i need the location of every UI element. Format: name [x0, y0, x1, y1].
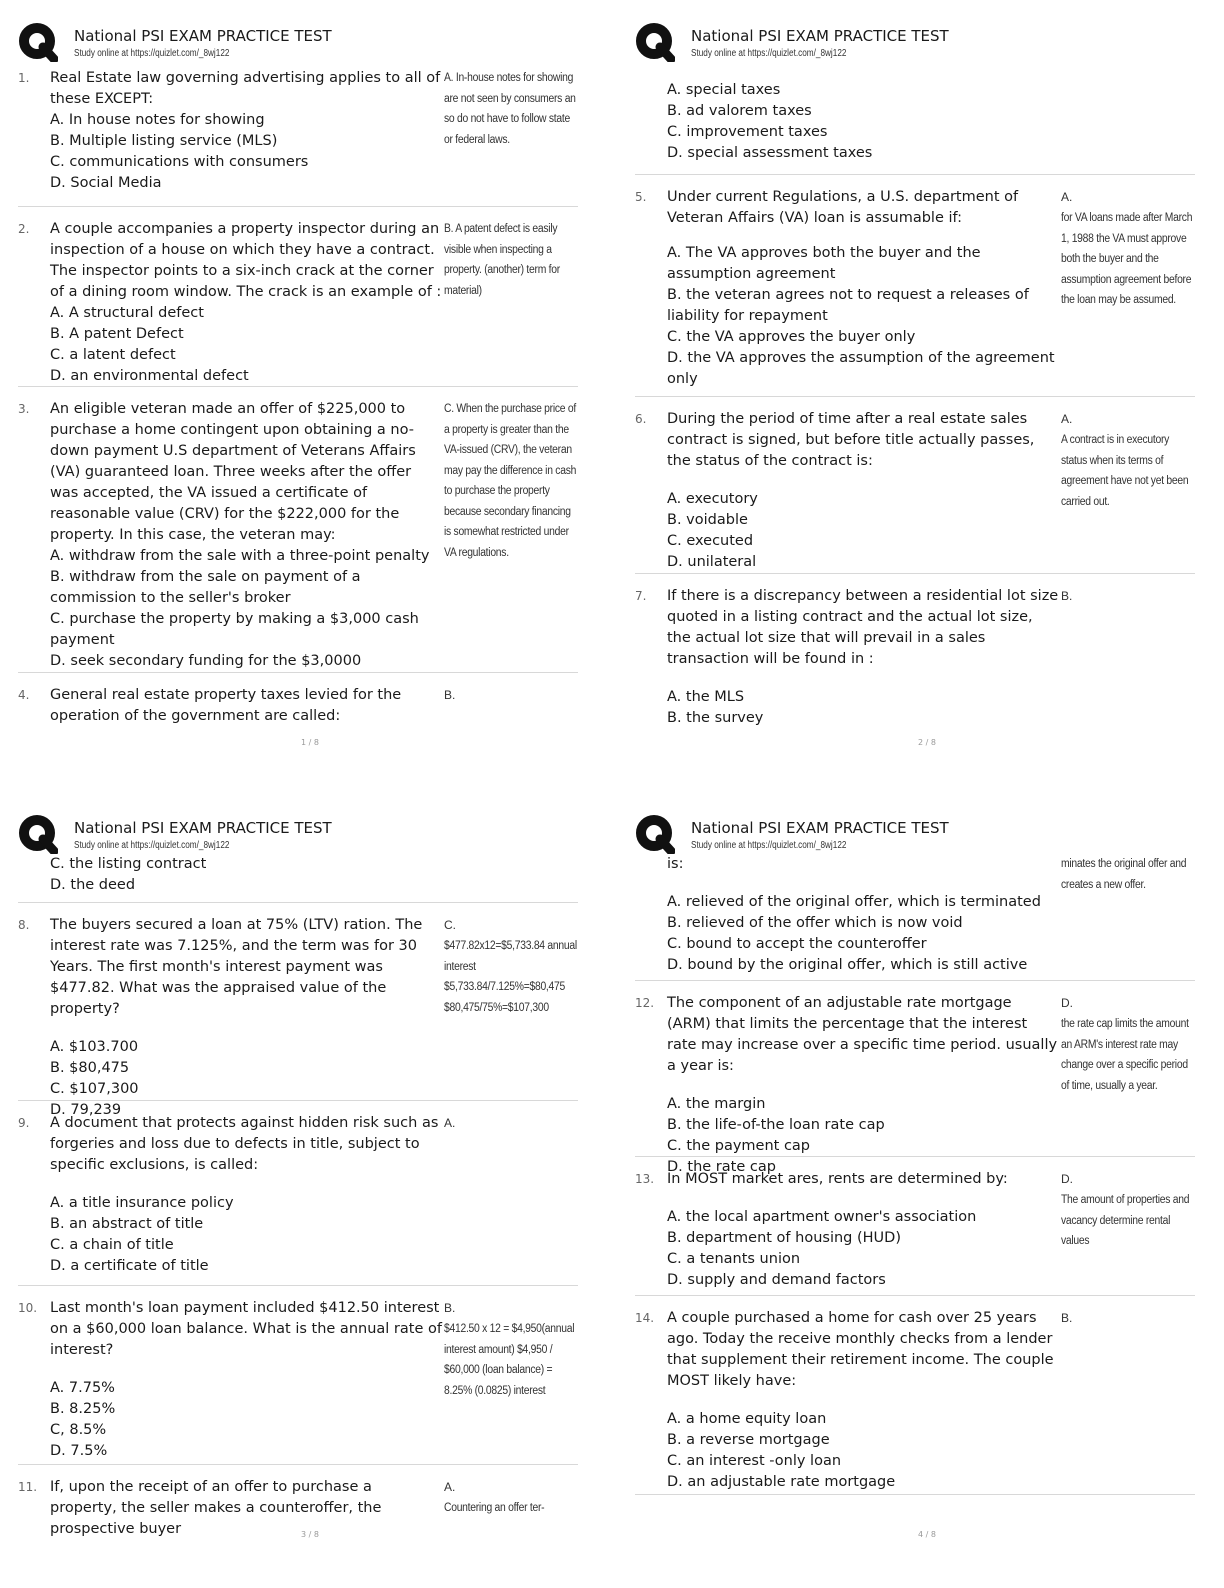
- page-header: [635, 812, 1195, 856]
- option-c: C. purchase the property by making a $3,000 cash payment: [50, 611, 419, 648]
- option-d: D. an environmental defect: [50, 368, 249, 384]
- option-c: C. the listing contract: [50, 856, 207, 872]
- option-a: A. special taxes: [667, 82, 781, 98]
- question-10: [18, 1285, 578, 1459]
- option-b: B. the survey: [667, 710, 764, 726]
- page-title: National PSI EXAM PRACTICE TEST: [74, 27, 332, 45]
- answer-letter: A.: [444, 1116, 456, 1130]
- question-4-options-continued: [667, 80, 1047, 164]
- question-number: 7.: [635, 589, 647, 603]
- question-5: [635, 174, 1195, 387]
- option-b: B. the veteran agrees not to request a releases of liability for repayment: [667, 287, 1029, 324]
- quizlet-logo-icon: [635, 22, 675, 62]
- question-text: A document that protects against hidden risk such as forgeries and loss due to defects in title, subject to specific exclusions, is called:: [50, 1115, 439, 1173]
- option-a: A. The VA approves both the buyer and the assumption agreement: [667, 245, 981, 282]
- option-c: C. bound to accept the counteroffer: [667, 936, 927, 952]
- answer-letter: A.: [1061, 190, 1073, 204]
- option-d: D. special assessment taxes: [667, 145, 873, 161]
- question-6: [635, 396, 1195, 570]
- question-number: 10.: [18, 1301, 38, 1315]
- option-b: B. the life-of-the loan rate cap: [667, 1117, 885, 1133]
- option-c: C. a tenants union: [667, 1251, 801, 1267]
- answer-letter: A.: [1061, 412, 1073, 426]
- page-1: [10, 16, 610, 796]
- question-text: The buyers secured a loan at 75% (LTV) ration. The interest rate was 7.125%, and the term was for 30 Years. The first month's interest payment was $477.82. What was the appraised value of the property?: [50, 917, 423, 1017]
- option-c: C. communications with consumers: [50, 154, 309, 170]
- option-b: B. voidable: [667, 512, 748, 528]
- option-a: A. executory: [667, 491, 758, 507]
- option-d: D. the rate cap: [667, 1159, 776, 1175]
- quizlet-logo-icon: [18, 814, 58, 854]
- option-d: D. unilateral: [667, 554, 757, 570]
- option-d: D. the VA approves the assumption of the agreement only: [667, 350, 1055, 387]
- option-c: C. $107,300: [50, 1081, 139, 1097]
- question-number: 5.: [635, 190, 647, 204]
- question-text: Under current Regulations, a U.S. department of Veteran Affairs (VA) loan is assumable if:: [667, 189, 1019, 226]
- answer-letter: C.: [444, 918, 456, 932]
- question-text: General real estate property taxes levied for the operation of the government are called:: [50, 687, 402, 724]
- question-text: If, upon the receipt of an offer to purchase a property, the seller makes a counteroffer, the prospective buyer: [50, 1479, 382, 1537]
- question-8: [18, 902, 578, 1118]
- answer-explanation: Countering an offer ter-: [444, 1502, 545, 1514]
- option-c: C. executed: [667, 533, 754, 549]
- answer-explanation: for VA loans made after March 1, 1988 the VA must approve both the buyer and the assumption agreement before the loan may be assumed.: [1061, 212, 1193, 306]
- option-b: B. Multiple listing service (MLS): [50, 133, 278, 149]
- option-b: B. relieved of the offer which is now void: [667, 915, 963, 931]
- option-a: A. 7.75%: [50, 1380, 115, 1396]
- question-number: 12.: [635, 996, 655, 1010]
- question-text: Last month's loan payment included $412.50 interest on a $60,000 loan balance. What is the annual rate of interest?: [50, 1300, 442, 1358]
- option-c: C. an interest -only loan: [667, 1453, 842, 1469]
- answer-explanation-continued: minates the original offer and creates a new offer.: [1061, 858, 1187, 891]
- option-a: A. a title insurance policy: [50, 1195, 234, 1211]
- option-d: D. 79,239: [50, 1102, 122, 1118]
- answer-explanation: the rate cap limits the amount an ARM's interest rate may change over a specific period of time, usually a year.: [1061, 1018, 1189, 1092]
- quizlet-logo-icon: [18, 22, 58, 62]
- question-text: A couple purchased a home for cash over 25 years ago. Today the receive monthly checks from a lender that supplement their retirement income. The couple MOST likely have:: [667, 1310, 1054, 1389]
- answer-letter: A.: [444, 1480, 456, 1494]
- option-d: D. supply and demand factors: [667, 1272, 886, 1288]
- study-link[interactable]: Study online at https://quizlet.com/_8wj122: [74, 48, 230, 59]
- question-2: [18, 206, 578, 384]
- option-d: D. bound by the original offer, which is still active: [667, 957, 1028, 973]
- question-number: 9.: [18, 1116, 30, 1130]
- answer-letter: B.: [1061, 589, 1073, 603]
- page-number: 3 / 8: [301, 1530, 319, 1539]
- page-number: 2 / 8: [918, 738, 936, 747]
- option-c: C. a latent defect: [50, 347, 176, 363]
- option-c: C. improvement taxes: [667, 124, 828, 140]
- question-text: If there is a discrepancy between a residential lot size quoted in a listing contract and the actual lot size, the actual lot size that will prevail in a sales transaction will be found in :: [667, 588, 1059, 667]
- question-text: Real Estate law governing advertising applies to all of these EXCEPT:: [50, 70, 441, 107]
- option-b: B. withdraw from the sale on payment of a commission to the seller's broker: [50, 569, 361, 606]
- option-d: D. an adjustable rate mortgage: [667, 1474, 896, 1490]
- option-b: B. A patent Defect: [50, 326, 184, 342]
- option-d: D. a certificate of title: [50, 1258, 209, 1274]
- question-text: The component of an adjustable rate mortgage (ARM) that limits the percentage that the interest rate may increase over a specific time period. usually a year is:: [667, 995, 1058, 1074]
- question-text: An eligible veteran made an offer of $225,000 to purchase a home contingent upon obtaining a no-down payment U.S department of Veterans Affairs (VA) guaranteed loan. Three weeks after the offer was accepted, the VA issued a certificate of reasonable value (CRV) for the $222,000 for the property. In this case, the veteran may:: [50, 401, 416, 543]
- answer-text: A. In-house notes for showing are not seen by consumers an so do not have to follow state or federal laws.: [444, 72, 576, 146]
- page-end-rule: [635, 1494, 1195, 1496]
- page-title: National PSI EXAM PRACTICE TEST: [691, 27, 949, 45]
- answer-explanation: The amount of properties and vacancy determine rental values: [1061, 1194, 1190, 1247]
- page-header: [18, 812, 578, 856]
- question-number: 1.: [18, 71, 30, 85]
- question-12: [635, 980, 1195, 1175]
- option-b: B. $80,475: [50, 1060, 130, 1076]
- question-text: In MOST market ares, rents are determined by:: [667, 1171, 1008, 1187]
- option-a: A. withdraw from the sale with a three-point penalty: [50, 548, 430, 564]
- answer-explanation: $477.82x12=$5,733.84 annual interest $5,733.84/7.125%=$80,475 $80,475/75%=$107,300: [444, 940, 577, 1014]
- page-number: 4 / 8: [918, 1530, 936, 1539]
- option-d: D. seek secondary funding for the $3,0000: [50, 653, 362, 669]
- option-d: D. the deed: [50, 877, 136, 893]
- option-b: B. a reverse mortgage: [667, 1432, 830, 1448]
- option-b: B. ad valorem taxes: [667, 103, 812, 119]
- option-d: D. Social Media: [50, 175, 162, 191]
- answer-text: B. A patent defect is easily visible when inspecting a property. (another) term for material): [444, 223, 560, 297]
- option-a: A. $103.700: [50, 1039, 139, 1055]
- option-d: D. 7.5%: [50, 1443, 108, 1459]
- page-header: [18, 20, 578, 64]
- question-7: [635, 573, 1195, 726]
- question-14: [635, 1295, 1195, 1490]
- option-a: A. the MLS: [667, 689, 745, 705]
- option-b: B. 8.25%: [50, 1401, 116, 1417]
- study-link[interactable]: Study online at https://quizlet.com/_8wj122: [691, 840, 847, 851]
- study-link[interactable]: Study online at https://quizlet.com/_8wj122: [74, 840, 230, 851]
- page-title: National PSI EXAM PRACTICE TEST: [691, 819, 949, 837]
- question-number: 3.: [18, 402, 30, 416]
- option-c: C. a chain of title: [50, 1237, 174, 1253]
- question-number: 4.: [18, 688, 30, 702]
- question-text: A couple accompanies a property inspector during an inspection of a house on which they have a contract. The inspector points to a six-inch crack at the corner of a dining room window. The crack is an example of :: [50, 221, 442, 300]
- page-header: [635, 20, 1195, 64]
- answer-text: C. When the purchase price of a property is greater than the VA-issued (CRV), the veteran may pay the difference in cash to purchase the property because secondary financing is somewhat restricted under VA regulations.: [444, 403, 577, 559]
- question-number: 13.: [635, 1172, 655, 1186]
- option-c: C. the payment cap: [667, 1138, 811, 1154]
- answer-explanation: $412.50 x 12 = $4,950(annual interest amount) $4,950 / $60,000 (loan balance) = 8.25% (0.0825) interest: [444, 1323, 575, 1397]
- page-title: National PSI EXAM PRACTICE TEST: [74, 819, 332, 837]
- option-a: A. the local apartment owner's association: [667, 1209, 977, 1225]
- answer-letter: B.: [444, 1301, 456, 1315]
- question-4: [18, 672, 578, 724]
- answer-letter: B.: [1061, 1311, 1073, 1325]
- question-3: [18, 386, 578, 669]
- option-a: A. In house notes for showing: [50, 112, 265, 128]
- page-4: [627, 808, 1224, 1588]
- answer-letter: D.: [1061, 996, 1073, 1010]
- page-number: 1 / 8: [301, 738, 319, 747]
- question-7-options-continued: [50, 854, 430, 896]
- question-number: 6.: [635, 412, 647, 426]
- question-number: 14.: [635, 1311, 655, 1325]
- option-a: A. relieved of the original offer, which is terminated: [667, 894, 1041, 910]
- question-number: 2.: [18, 222, 30, 236]
- question-text: During the period of time after a real estate sales contract is signed, but before title actually passes, the status of the contract is:: [667, 411, 1035, 469]
- study-link[interactable]: Study online at https://quizlet.com/_8wj122: [691, 48, 847, 59]
- page-2: [627, 16, 1224, 796]
- option-a: A. the margin: [667, 1096, 766, 1112]
- quizlet-logo-icon: [635, 814, 675, 854]
- page-3: [10, 808, 610, 1588]
- option-b: B. an abstract of title: [50, 1216, 204, 1232]
- option-b: B. department of housing (HUD): [667, 1230, 901, 1246]
- option-a: A. A structural defect: [50, 305, 204, 321]
- question-number: 11.: [18, 1480, 38, 1494]
- option-c: C, 8.5%: [50, 1422, 107, 1438]
- question-number: 8.: [18, 918, 30, 932]
- answer-explanation: A contract is in executory status when its terms of agreement have not yet been carried out.: [1061, 434, 1189, 508]
- answer-letter: B.: [444, 688, 456, 702]
- option-a: A. a home equity loan: [667, 1411, 827, 1427]
- answer-letter: D.: [1061, 1172, 1073, 1186]
- question-text-continued: is:: [667, 856, 684, 872]
- option-c: C. the VA approves the buyer only: [667, 329, 916, 345]
